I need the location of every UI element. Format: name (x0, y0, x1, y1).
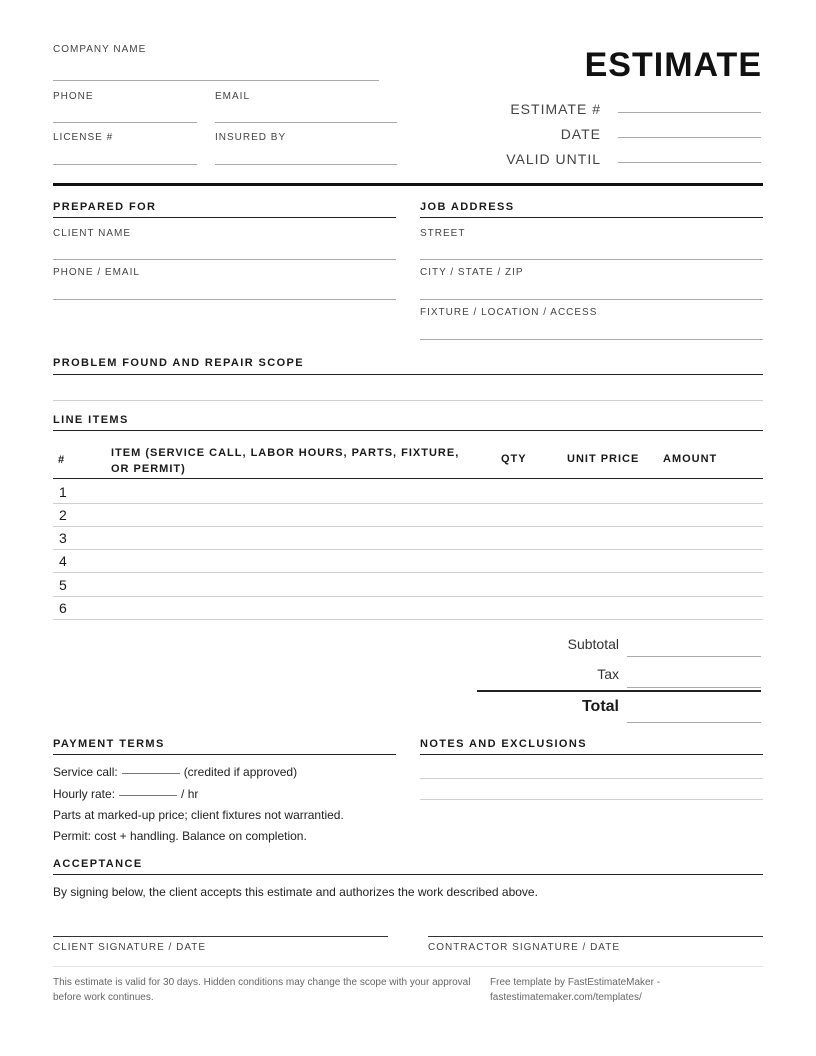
subtotal-field[interactable] (627, 656, 761, 657)
scope-rule (53, 374, 763, 375)
prepared-for-heading: PREPARED FOR (53, 201, 157, 213)
table-row-number: 3 (59, 530, 67, 546)
col-item-header: ITEM (SERVICE CALL, LABOR HOURS, PARTS, FIXTURE, OR PERMIT) (111, 447, 460, 475)
phone-label: PHONE (53, 91, 94, 102)
client-signature-label: CLIENT SIGNATURE / DATE (53, 942, 207, 953)
table-row[interactable] (53, 596, 763, 597)
phone-email-field[interactable] (53, 299, 396, 300)
estimate-number-field[interactable] (618, 112, 761, 113)
city-state-zip-field[interactable] (420, 299, 763, 300)
total-field[interactable] (627, 722, 761, 723)
service-call-blank[interactable] (122, 773, 180, 774)
notes-line[interactable] (420, 778, 763, 779)
scope-heading: PROBLEM FOUND AND REPAIR SCOPE (53, 357, 305, 369)
total-rule (477, 690, 761, 692)
table-header-rule (53, 478, 763, 479)
table-row[interactable] (53, 526, 763, 527)
footer-divider (53, 966, 763, 967)
estimate-number-label: ESTIMATE # (510, 101, 601, 117)
phone-email-label: PHONE / EMAIL (53, 267, 140, 278)
client-signature-line[interactable] (53, 936, 388, 937)
email-field[interactable] (215, 122, 397, 123)
table-row-number: 6 (59, 600, 67, 616)
hourly-rate-line (53, 787, 198, 801)
job-address-heading: JOB ADDRESS (420, 201, 515, 213)
permit-terms-line: Permit: cost + handling. Balance on completion. (53, 829, 307, 843)
fixture-location-field[interactable] (420, 339, 763, 340)
notes-line[interactable] (420, 799, 763, 800)
insured-by-field[interactable] (215, 164, 397, 165)
acceptance-text: By signing below, the client accepts this estimate and authorizes the work described above. (53, 885, 538, 899)
street-field[interactable] (420, 259, 763, 260)
parts-terms-line: Parts at marked-up price; client fixtures not warrantied. (53, 808, 344, 822)
prepared-for-rule (53, 217, 396, 218)
license-field[interactable] (53, 164, 197, 165)
insured-by-label: INSURED BY (215, 132, 287, 143)
client-name-field[interactable] (53, 259, 396, 260)
valid-until-field[interactable] (618, 162, 761, 163)
table-row[interactable] (53, 503, 763, 504)
date-field[interactable] (618, 137, 761, 138)
job-address-rule (420, 217, 763, 218)
email-label: EMAIL (215, 91, 251, 102)
acceptance-heading: ACCEPTANCE (53, 858, 143, 870)
table-row-number: 5 (59, 577, 67, 593)
city-state-zip-label: CITY / STATE / ZIP (420, 267, 524, 278)
client-name-label: CLIENT NAME (53, 228, 132, 239)
service-call-suffix: (credited if approved) (183, 765, 298, 779)
contractor-signature-line[interactable] (428, 936, 763, 937)
hourly-rate-blank[interactable] (119, 795, 177, 796)
header-divider (53, 183, 763, 186)
phone-field[interactable] (53, 122, 197, 123)
hourly-rate-suffix: / hr (181, 787, 199, 801)
scope-field[interactable] (53, 400, 763, 401)
tax-field[interactable] (627, 687, 761, 688)
contractor-signature-label: CONTRACTOR SIGNATURE / DATE (428, 942, 621, 953)
col-unit-price-header: UNIT PRICE (567, 453, 640, 465)
table-row[interactable] (53, 572, 763, 573)
notes-heading: NOTES AND EXCLUSIONS (420, 738, 587, 750)
document-title: ESTIMATE (584, 46, 762, 84)
tax-label: Tax (597, 666, 619, 682)
validity-note: This estimate is valid for 30 days. Hidden conditions may change the scope with your approval before work continues. (53, 977, 471, 1003)
company-name-field[interactable] (53, 80, 379, 81)
table-row-number: 2 (59, 507, 67, 523)
table-row[interactable] (53, 549, 763, 550)
notes-rule (420, 754, 763, 755)
col-qty-header: QTY (501, 453, 527, 465)
license-label: LICENSE # (53, 132, 114, 143)
template-credit: Free template by FastEstimateMaker - fastestimatemaker.com/templates/ (490, 977, 661, 1003)
table-row-number: 4 (59, 553, 67, 569)
payment-terms-heading: PAYMENT TERMS (53, 738, 165, 750)
table-row[interactable] (53, 619, 763, 620)
total-label: Total (581, 698, 619, 715)
service-call-prefix: Service call: (53, 765, 118, 779)
col-num-header: # (58, 454, 66, 466)
valid-until-label: VALID UNTIL (506, 151, 601, 167)
acceptance-rule (53, 874, 763, 875)
line-items-heading: LINE ITEMS (53, 414, 129, 426)
date-label: DATE (560, 126, 601, 142)
subtotal-label: Subtotal (567, 636, 619, 652)
table-row-number: 1 (59, 484, 67, 500)
street-label: STREET (420, 228, 466, 239)
payment-terms-rule (53, 754, 396, 755)
line-items-rule (53, 430, 763, 431)
col-amount-header: AMOUNT (663, 453, 718, 465)
service-call-line (53, 765, 297, 779)
hourly-rate-prefix: Hourly rate: (53, 787, 116, 801)
company-name-label: COMPANY NAME (53, 44, 147, 55)
fixture-location-label: FIXTURE / LOCATION / ACCESS (420, 307, 598, 318)
